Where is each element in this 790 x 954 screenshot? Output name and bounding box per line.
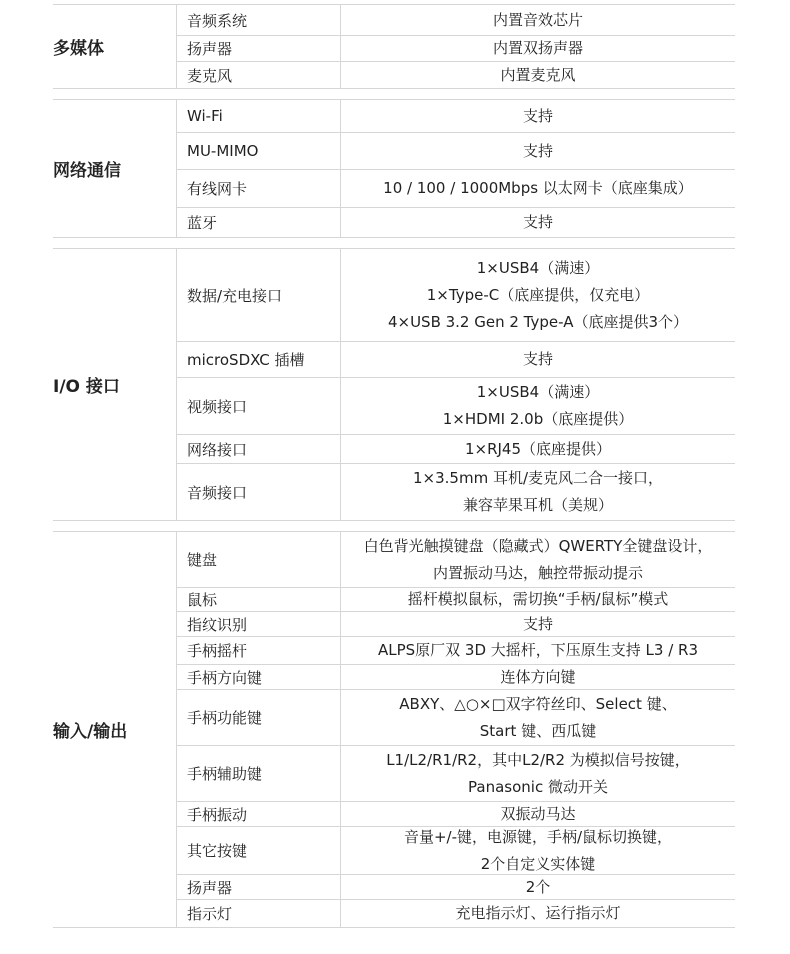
spec-value-line: 兼容苹果耳机（美规）	[462, 496, 613, 514]
spec-value-line: Start 键、西瓜键	[479, 721, 597, 740]
spec-row	[177, 636, 735, 664]
spec-value	[341, 802, 735, 826]
section-category: I/O 接口	[53, 249, 177, 520]
spec-label: 指示灯	[177, 900, 341, 927]
section-divider	[53, 88, 735, 100]
spec-value-line: 内置音效芯片	[492, 10, 583, 29]
section-divider	[53, 520, 735, 532]
spec-section	[53, 100, 735, 237]
spec-value	[341, 36, 735, 61]
spec-value	[341, 875, 735, 899]
spec-value	[341, 342, 735, 377]
spec-value	[341, 637, 735, 664]
spec-value-line: 1×RJ45（底座提供）	[464, 439, 612, 458]
spec-label: 手柄辅助键	[177, 746, 341, 801]
spec-value-line: 2个	[525, 877, 551, 896]
spec-value	[341, 690, 735, 745]
spec-value-line: 内置双扬声器	[492, 39, 583, 57]
spec-row	[177, 5, 735, 35]
spec-label: 音频系统	[177, 5, 341, 35]
section-category: 输入/输出	[53, 532, 177, 927]
section-divider	[53, 237, 735, 249]
spec-label: 其它按键	[177, 827, 341, 874]
spec-row	[177, 35, 735, 61]
section-category: 多媒体	[53, 5, 177, 88]
spec-value-line: 摇杆模拟鼠标，需切换“手柄/鼠标”模式	[407, 590, 669, 608]
spec-label: 网络接口	[177, 435, 341, 463]
spec-label: 扬声器	[177, 875, 341, 899]
spec-value	[341, 827, 735, 874]
spec-value	[341, 464, 735, 520]
spec-value	[341, 133, 735, 169]
spec-table	[53, 0, 735, 938]
spec-value-line: 内置振动马达，触控带振动提示	[432, 563, 643, 582]
spec-value-line: 白色背光触摸键盘（隐藏式）QWERTY全键盘设计，	[363, 536, 713, 555]
spec-row	[177, 434, 735, 463]
spec-label: 手柄方向键	[177, 665, 341, 689]
spec-value	[341, 378, 735, 434]
spec-value-line: 1×USB4（满速）	[476, 258, 600, 277]
spec-row	[177, 341, 735, 377]
spec-value-line: 1×USB4（满速）	[476, 383, 600, 401]
spec-row	[177, 611, 735, 636]
spec-value-line: Panasonic 微动开关	[468, 777, 608, 796]
spec-row	[177, 587, 735, 611]
bottom-divider	[53, 927, 735, 938]
spec-label: 手柄摇杆	[177, 637, 341, 664]
spec-value-line: 2个自定义实体键	[480, 854, 596, 873]
spec-row	[177, 463, 735, 520]
spec-value-line: 1×HDMI 2.0b（底座提供）	[442, 410, 634, 428]
spec-label: 鼠标	[177, 588, 341, 611]
spec-row	[177, 689, 735, 745]
spec-value-line: 支持	[522, 614, 553, 633]
spec-label: 麦克风	[177, 62, 341, 88]
spec-value-line: 支持	[522, 106, 553, 125]
spec-value-line: 内置麦克风	[500, 65, 576, 84]
spec-value	[341, 5, 735, 35]
spec-value-line: 双振动马达	[500, 804, 576, 823]
spec-value-line: L1/L2/R1/R2，其中L2/R2 为模拟信号按键，	[386, 750, 690, 769]
spec-row	[177, 377, 735, 434]
spec-label: Wi-Fi	[177, 100, 341, 132]
spec-value-line: 连体方向键	[500, 667, 576, 686]
spec-label: 视频接口	[177, 378, 341, 434]
spec-section	[53, 4, 735, 88]
spec-row	[177, 249, 735, 341]
spec-row	[177, 664, 735, 689]
spec-value-line: 音量+/-键，电源键，手柄/鼠标切换键，	[403, 827, 673, 846]
spec-label: 有线网卡	[177, 170, 341, 207]
section-category: 网络通信	[53, 100, 177, 237]
spec-value-line: 10 / 100 / 1000Mbps 以太网卡（底座集成）	[383, 179, 693, 197]
spec-row	[177, 899, 735, 927]
spec-value-line: 支持	[522, 213, 553, 231]
spec-row	[177, 801, 735, 826]
spec-label: 蓝牙	[177, 208, 341, 237]
spec-value	[341, 435, 735, 463]
spec-label: 数据/充电接口	[177, 249, 341, 341]
spec-value-line: 1×3.5mm 耳机/麦克风二合一接口，	[412, 469, 663, 487]
spec-value	[341, 532, 735, 587]
spec-value	[341, 170, 735, 207]
spec-row	[177, 169, 735, 207]
spec-label: microSDXC 插槽	[177, 342, 341, 377]
spec-value	[341, 588, 735, 611]
section-rows	[177, 5, 735, 88]
section-rows	[177, 100, 735, 237]
spec-row	[177, 207, 735, 237]
spec-label: 扬声器	[177, 36, 341, 61]
spec-value-line: ABXY、△○×□双字符丝印、Select 键、	[399, 694, 677, 713]
spec-value-line: 充电指示灯、运行指示灯	[455, 904, 621, 922]
spec-value-line: 支持	[522, 141, 553, 160]
spec-value-line: 支持	[522, 350, 553, 368]
spec-row	[177, 745, 735, 801]
spec-value	[341, 62, 735, 88]
spec-row	[177, 532, 735, 587]
spec-section	[53, 532, 735, 927]
spec-value	[341, 665, 735, 689]
spec-row	[177, 874, 735, 899]
spec-row	[177, 61, 735, 88]
spec-value	[341, 100, 735, 132]
spec-value	[341, 249, 735, 341]
spec-row	[177, 100, 735, 132]
spec-row	[177, 826, 735, 874]
spec-value-line: 4×USB 3.2 Gen 2 Type-A（底座提供3个）	[387, 312, 689, 331]
spec-value	[341, 900, 735, 927]
spec-value-line: 1×Type-C（底座提供，仅充电）	[426, 285, 650, 304]
spec-label: 音频接口	[177, 464, 341, 520]
spec-label: 手柄振动	[177, 802, 341, 826]
section-rows	[177, 532, 735, 927]
spec-row	[177, 132, 735, 169]
section-rows	[177, 249, 735, 520]
spec-label: MU-MIMO	[177, 133, 341, 169]
spec-label: 手柄功能键	[177, 690, 341, 745]
spec-value-line: ALPS原厂双 3D 大摇杆，下压原生支持 L3 / R3	[377, 641, 699, 659]
spec-label: 指纹识别	[177, 612, 341, 636]
spec-section	[53, 249, 735, 520]
spec-value	[341, 208, 735, 237]
spec-label: 键盘	[177, 532, 341, 587]
spec-value	[341, 612, 735, 636]
spec-value	[341, 746, 735, 801]
